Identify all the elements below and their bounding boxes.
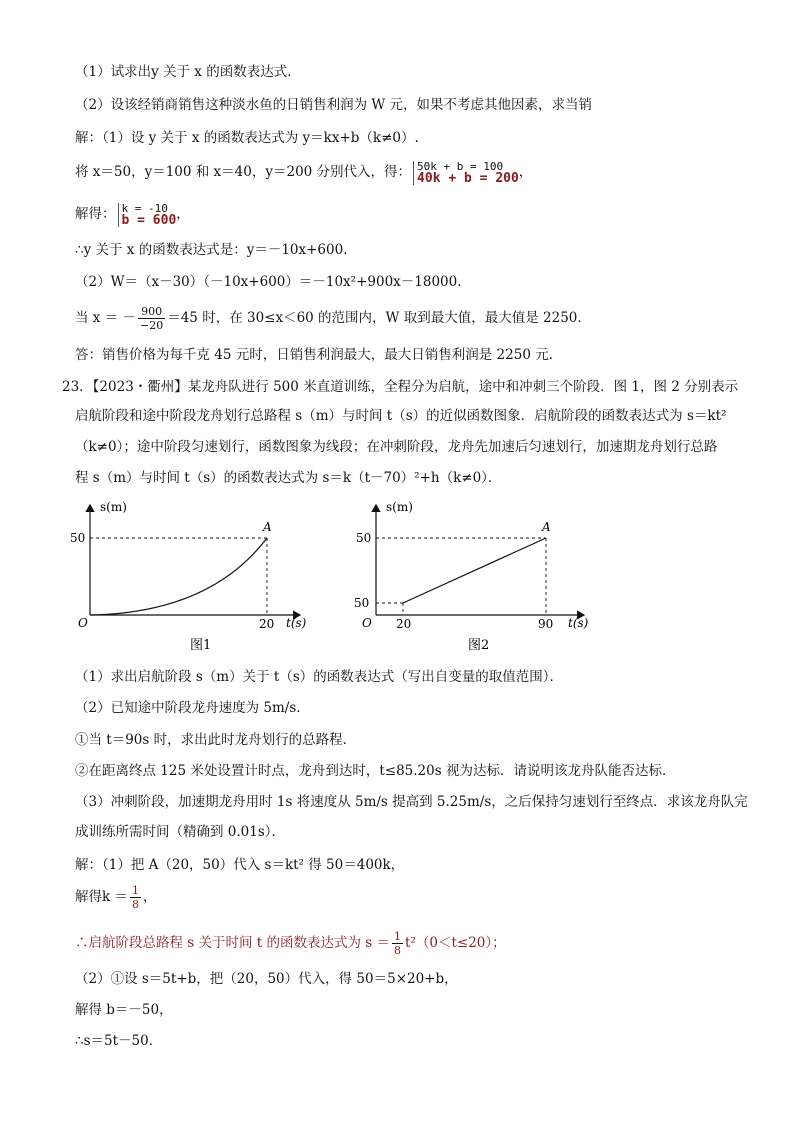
figure-caption: 图2 [468, 638, 490, 653]
text-line: （3）冲刺阶段，加速期龙舟用时 1s 将速度从 5m/s 提高到 5.25m/s，之后保持匀速划行至终点．求该龙舟队完 [75, 794, 748, 810]
text-line: （2）已知途中阶段龙舟速度为 5m/s． [75, 700, 310, 716]
point-label: A [263, 520, 272, 534]
denominator: 8 [394, 944, 402, 957]
question-line: 程 s（m）与时间 t（s）的函数表达式为 s＝k（t－70）²+h（k≠0）． [75, 470, 502, 486]
origin-label: O [362, 616, 372, 630]
text-line [75, 926, 506, 960]
text-span: ， [142, 889, 157, 905]
denominator: −20 [140, 319, 164, 332]
x-tick-label: 20 [396, 617, 412, 631]
eq-row: 40k + b = 200 [417, 170, 519, 186]
text-line [75, 880, 156, 914]
question-line: 启航阶段和途中阶段龙舟划行总路程 s（m）与时间 t（s）的近似函数图象．启航阶段的函数表达式为 s＝kt² [75, 408, 727, 424]
text-span: ， [518, 164, 533, 180]
text-line: 解：（1）把 A（20，50）代入 s＝kt² 得 50＝400k， [75, 857, 405, 873]
numerator: 1 [131, 884, 139, 897]
text-line: ①当 t＝90s 时，求出此时龙舟划行的总路程． [75, 732, 357, 748]
x-axis-label: t(s) [286, 616, 307, 630]
text-line: ②在距离终点 125 米处设置计时点，龙舟到达时，t≤85.20s 视为达标．请说明该龙舟队能否达标． [75, 763, 676, 779]
text-span: 当 x ＝ － [75, 310, 136, 326]
text-line: 解得 b＝－50， [75, 1002, 173, 1018]
figure-caption: 图1 [190, 638, 212, 653]
numerator: 900 [138, 305, 165, 319]
text-line [75, 302, 591, 334]
text-line: （1）试求出y 关于 x 的函数表达式． [75, 64, 301, 80]
eq-row: b = 600 [121, 212, 177, 228]
equation-system [413, 161, 519, 185]
text-span: ∴启航阶段总路程 s 关于时间 t 的函数表达式为 s ＝ [75, 935, 391, 951]
question-line: （k≠0）；途中阶段匀速划行，函数图象为线段；在冲刺阶段，龙舟先加速后匀速划行，加速期龙舟划行总路 [75, 439, 718, 455]
fraction [138, 305, 165, 332]
text-line: 解：（1）设 y 关于 x 的函数表达式为 y＝kx+b（k≠0）. [75, 130, 419, 146]
y-axis-label: s(m) [386, 500, 413, 514]
text-span: t²（0＜t≤20）； [405, 935, 506, 951]
fraction [130, 884, 141, 911]
y-tick-label: 50 [354, 596, 370, 610]
text-line: （2）设该经销商销售这种淡水鱼的日销售利润为 W 元，如果不考虑其他因素，求当销 [75, 97, 593, 113]
y-tick-label: 50 [356, 531, 372, 545]
text-span: ＝45 时，在 30≤x＜60 的范围内，W 取到最大值，最大值是 2250． [167, 310, 591, 326]
text-line: 成训练所需时间（精确到 0.01s）． [75, 824, 286, 840]
x-axis-label: t(s) [568, 616, 589, 630]
figure-2 [340, 495, 600, 655]
point-label: A [542, 520, 551, 534]
text-span: 解得： [75, 206, 116, 222]
eq-row: 50k + b = 100 [417, 159, 504, 173]
denominator: 8 [131, 898, 139, 911]
figure-1 [60, 495, 320, 655]
y-tick-label: 50 [70, 531, 86, 545]
text-span: k ＝ [102, 889, 128, 905]
x-tick-label: 20 [259, 617, 275, 631]
y-axis-label: s(m) [100, 500, 127, 514]
origin-label: O [78, 616, 88, 630]
eq-row: k = -10 [121, 201, 168, 215]
text-line [75, 200, 190, 228]
curve [90, 538, 267, 615]
text-span: 解得 [75, 889, 102, 905]
x-tick-label: 90 [538, 617, 554, 631]
text-line: 答：销售价格为每千克 45 元时，日销售利润最大，最大日销售利润是 2250 元． [75, 347, 563, 363]
segment [403, 538, 546, 603]
text-span: ， [176, 206, 190, 222]
text-line: （1）求出启航阶段 s（m）关于 t（s）的函数表达式（写出自变量的取值范围）． [75, 669, 564, 685]
question-line: 23．【2023・衢州】某龙舟队进行 500 米直道训练，全程分为启航，途中和冲刺三个阶段．图 1，图 2 分别表示 [62, 379, 739, 395]
text-line: （2）①设 s＝5t+b，把（20，50）代入，得 50＝5×20+b， [75, 971, 458, 987]
text-line: ∴s＝5t－50． [75, 1033, 163, 1049]
fraction [392, 930, 403, 957]
text-line [75, 158, 532, 186]
text-span: 将 x＝50，y＝100 和 x＝40，y＝200 分别代入，得： [75, 164, 412, 180]
equation-system [118, 203, 177, 227]
text-line: （2）W＝（x－30）（－10x+600）＝－10x²+900x－18000． [75, 274, 471, 290]
numerator: 1 [394, 930, 402, 943]
text-line: ∴y 关于 x 的函数表达式是：y＝－10x+600． [75, 242, 357, 258]
